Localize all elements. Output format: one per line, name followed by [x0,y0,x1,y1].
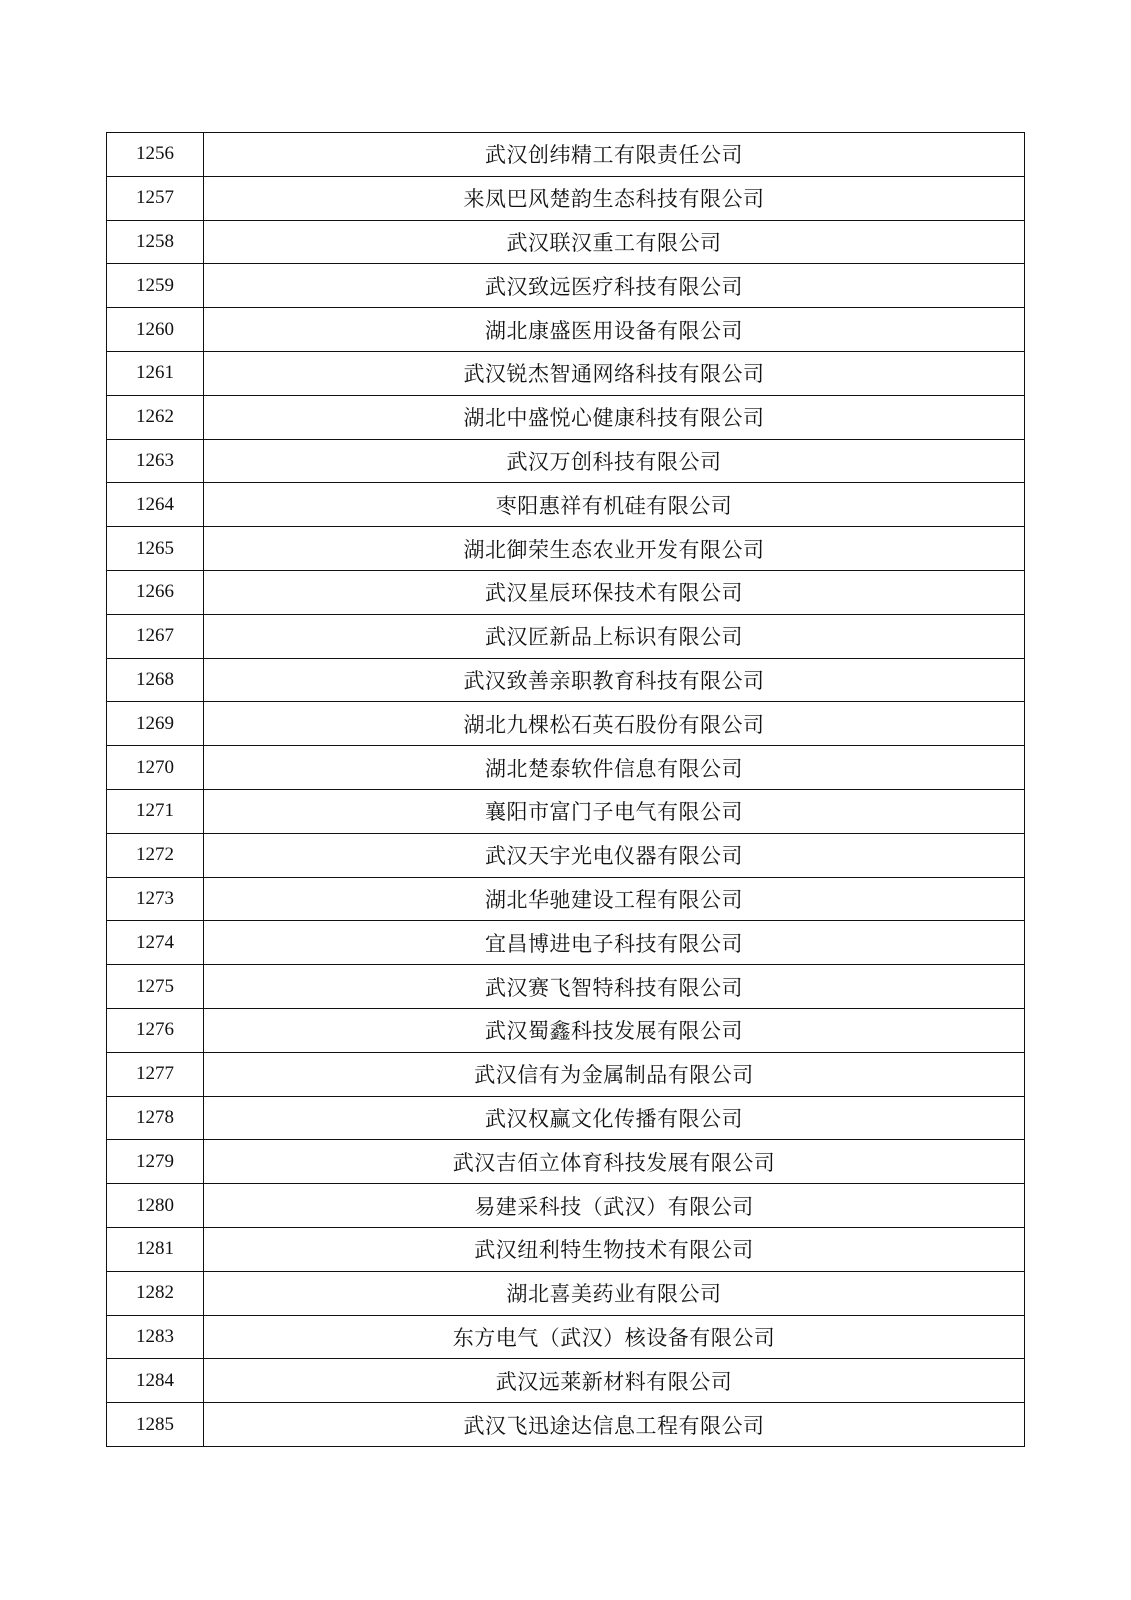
table-row [107,483,1025,527]
row-number-cell: 1276 [107,1008,204,1052]
table-row [107,395,1025,439]
row-number-cell: 1265 [107,527,204,571]
company-name-cell: 湖北华驰建设工程有限公司 [204,877,1025,921]
company-name-cell: 湖北喜美药业有限公司 [204,1271,1025,1315]
company-name-cell: 武汉锐杰智通网络科技有限公司 [204,351,1025,395]
table-row [107,133,1025,177]
row-number-cell: 1259 [107,264,204,308]
row-number-cell: 1278 [107,1096,204,1140]
table-row [107,351,1025,395]
row-number-cell: 1262 [107,395,204,439]
company-name-cell: 易建采科技（武汉）有限公司 [204,1184,1025,1228]
table-row [107,965,1025,1009]
table-row [107,1403,1025,1447]
row-number-cell: 1281 [107,1227,204,1271]
table-row [107,921,1025,965]
row-number-cell: 1269 [107,702,204,746]
company-list-table [106,132,1025,1447]
row-number-cell: 1275 [107,965,204,1009]
company-name-cell: 湖北康盛医用设备有限公司 [204,308,1025,352]
company-name-cell: 武汉致远医疗科技有限公司 [204,264,1025,308]
row-number-cell: 1263 [107,439,204,483]
company-name-cell: 襄阳市富门子电气有限公司 [204,789,1025,833]
table-row [107,833,1025,877]
row-number-cell: 1273 [107,877,204,921]
row-number-cell: 1282 [107,1271,204,1315]
row-number-cell: 1260 [107,308,204,352]
table-row [107,1140,1025,1184]
company-name-cell: 武汉匠新品上标识有限公司 [204,614,1025,658]
table-row [107,570,1025,614]
table-row [107,1227,1025,1271]
row-number-cell: 1264 [107,483,204,527]
company-name-cell: 湖北楚泰软件信息有限公司 [204,746,1025,790]
company-name-cell: 武汉飞迅途达信息工程有限公司 [204,1403,1025,1447]
company-name-cell: 湖北九棵松石英石股份有限公司 [204,702,1025,746]
row-number-cell: 1285 [107,1403,204,1447]
row-number-cell: 1257 [107,176,204,220]
table-row [107,1096,1025,1140]
row-number-cell: 1256 [107,133,204,177]
company-name-cell: 武汉赛飞智特科技有限公司 [204,965,1025,1009]
row-number-cell: 1274 [107,921,204,965]
company-name-cell: 武汉万创科技有限公司 [204,439,1025,483]
table-body [107,133,1025,1447]
company-name-cell: 武汉权赢文化传播有限公司 [204,1096,1025,1140]
company-name-cell: 武汉纽利特生物技术有限公司 [204,1227,1025,1271]
row-number-cell: 1271 [107,789,204,833]
company-name-cell: 武汉联汉重工有限公司 [204,220,1025,264]
table-row [107,220,1025,264]
company-name-cell: 武汉天宇光电仪器有限公司 [204,833,1025,877]
row-number-cell: 1272 [107,833,204,877]
company-name-cell: 武汉致善亲职教育科技有限公司 [204,658,1025,702]
table-row [107,439,1025,483]
company-name-cell: 武汉星辰环保技术有限公司 [204,570,1025,614]
table-row [107,702,1025,746]
company-name-cell: 武汉蜀鑫科技发展有限公司 [204,1008,1025,1052]
row-number-cell: 1284 [107,1359,204,1403]
row-number-cell: 1258 [107,220,204,264]
company-name-cell: 武汉吉佰立体育科技发展有限公司 [204,1140,1025,1184]
table-row [107,1359,1025,1403]
row-number-cell: 1283 [107,1315,204,1359]
company-name-cell: 东方电气（武汉）核设备有限公司 [204,1315,1025,1359]
company-name-cell: 湖北御荣生态农业开发有限公司 [204,527,1025,571]
table-row [107,527,1025,571]
company-name-cell: 宜昌博进电子科技有限公司 [204,921,1025,965]
table-row [107,308,1025,352]
row-number-cell: 1277 [107,1052,204,1096]
table-row [107,746,1025,790]
table-row [107,877,1025,921]
company-name-cell: 来凤巴风楚韵生态科技有限公司 [204,176,1025,220]
table-row [107,1315,1025,1359]
table-row [107,1052,1025,1096]
table-row [107,614,1025,658]
table-row [107,789,1025,833]
row-number-cell: 1261 [107,351,204,395]
company-name-cell: 湖北中盛悦心健康科技有限公司 [204,395,1025,439]
company-name-cell: 武汉远莱新材料有限公司 [204,1359,1025,1403]
table-row [107,1008,1025,1052]
table-row [107,264,1025,308]
row-number-cell: 1280 [107,1184,204,1228]
company-name-cell: 武汉信有为金属制品有限公司 [204,1052,1025,1096]
row-number-cell: 1266 [107,570,204,614]
company-name-cell: 武汉创纬精工有限责任公司 [204,133,1025,177]
row-number-cell: 1270 [107,746,204,790]
table-row [107,658,1025,702]
row-number-cell: 1268 [107,658,204,702]
row-number-cell: 1279 [107,1140,204,1184]
company-name-cell: 枣阳惠祥有机硅有限公司 [204,483,1025,527]
table-row [107,1184,1025,1228]
table-row [107,1271,1025,1315]
row-number-cell: 1267 [107,614,204,658]
table-row [107,176,1025,220]
